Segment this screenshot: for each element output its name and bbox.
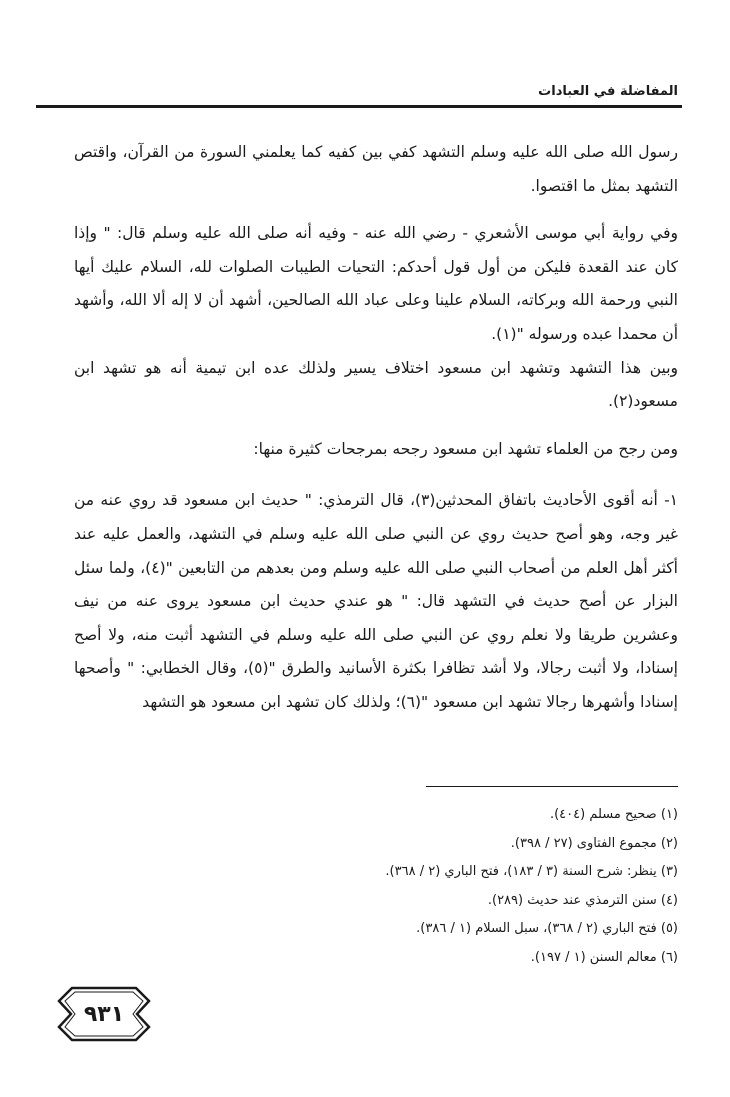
footnote: (٦) معالم السنن (١ / ١٩٧).	[530, 949, 678, 965]
paragraph: رسول الله صلى الله عليه وسلم التشهد كفي بين كفيه كما يعلمني السورة من القرآن، واقتص التشهد بمثل ما اقتصوا.	[74, 143, 678, 195]
footnote: (١) صحيح مسلم (٤٠٤).	[549, 807, 678, 822]
body-text	[74, 136, 678, 720]
footnote: (٤) سنن الترمذي عند حديث (٢٨٩).	[487, 892, 678, 908]
page-number-badge	[56, 985, 152, 1043]
running-header	[36, 80, 682, 108]
header-rule	[36, 105, 682, 108]
footnote: (٢) مجموع الفتاوى (٢٧ / ٣٩٨).	[510, 835, 678, 851]
paragraph: ومن رجح من العلماء تشهد ابن مسعود رجحه بمرجحات كثيرة منها:	[253, 439, 678, 458]
footnotes	[200, 801, 678, 973]
footnote: (٥) فتح الباري (٢ / ٣٦٨)، سبل السلام (١ / ٣٨٦).	[416, 921, 678, 937]
header-title: المفاضلة في العبادات	[538, 84, 678, 99]
paragraph: وبين هذا التشهد وتشهد ابن مسعود اختلاف يسير ولذلك عده ابن تيمية أنه هو تشهد ابن مسعود(٢).	[74, 358, 678, 411]
paragraph: ١- أنه أقوى الأحاديث باتفاق المحدثين(٣)، قال الترمذي: " حديث ابن مسعود قد روي عنه من غير وجه، وهو أصح حديث روي عن النبي صلى الله عليه وسلم في التشهد، والعمل عليه عند أكثر أهل العلم من أصحاب النبي صلى الله عليه وسلم ومن بعدهم من التابعين "(٤)، ولما سئل البزار عن أصح حديث في التشهد قال: " هو عندي حديث ابن مسعود يروى عنه من نيف وعشرين طريقا ولا نعلم روي عن النبي صلى الله عليه وسلم في التشهد أثبت منه، ولا أصح إسنادا، ولا أثبت رجالا، ولا أشد تظافرا بكثرة الأسانيد والطرق "(٥)، وقال الخطابي: " وأصحها إسنادا وأشهرها رجالا تشهد ابن مسعود "(٦)؛ ولذلك كان تشهد ابن مسعود هو التشهد	[74, 491, 678, 711]
page-number: ٩٣١	[83, 1001, 125, 1027]
footnote-separator	[426, 786, 678, 787]
paragraph: وفي رواية أبي موسى الأشعري - رضي الله عنه - وفيه أنه صلى الله عليه وسلم قال: " وإذا كان عند القعدة فليكن من أول قول أحدكم: التحيات الطيبات الصلوات لله، السلام عليك أيها النبي ورحمة الله وبركاته، السلام علينا وعلى عباد الله الصالحين، أشهد أن لا إله ألا الله، وأشهد أن محمدا عبده ورسوله "(١).	[74, 224, 678, 343]
footnote: (٣) ينظر: شرح السنة (٣ / ١٨٣)، فتح الباري (٢ / ٣٦٨).	[385, 864, 678, 880]
